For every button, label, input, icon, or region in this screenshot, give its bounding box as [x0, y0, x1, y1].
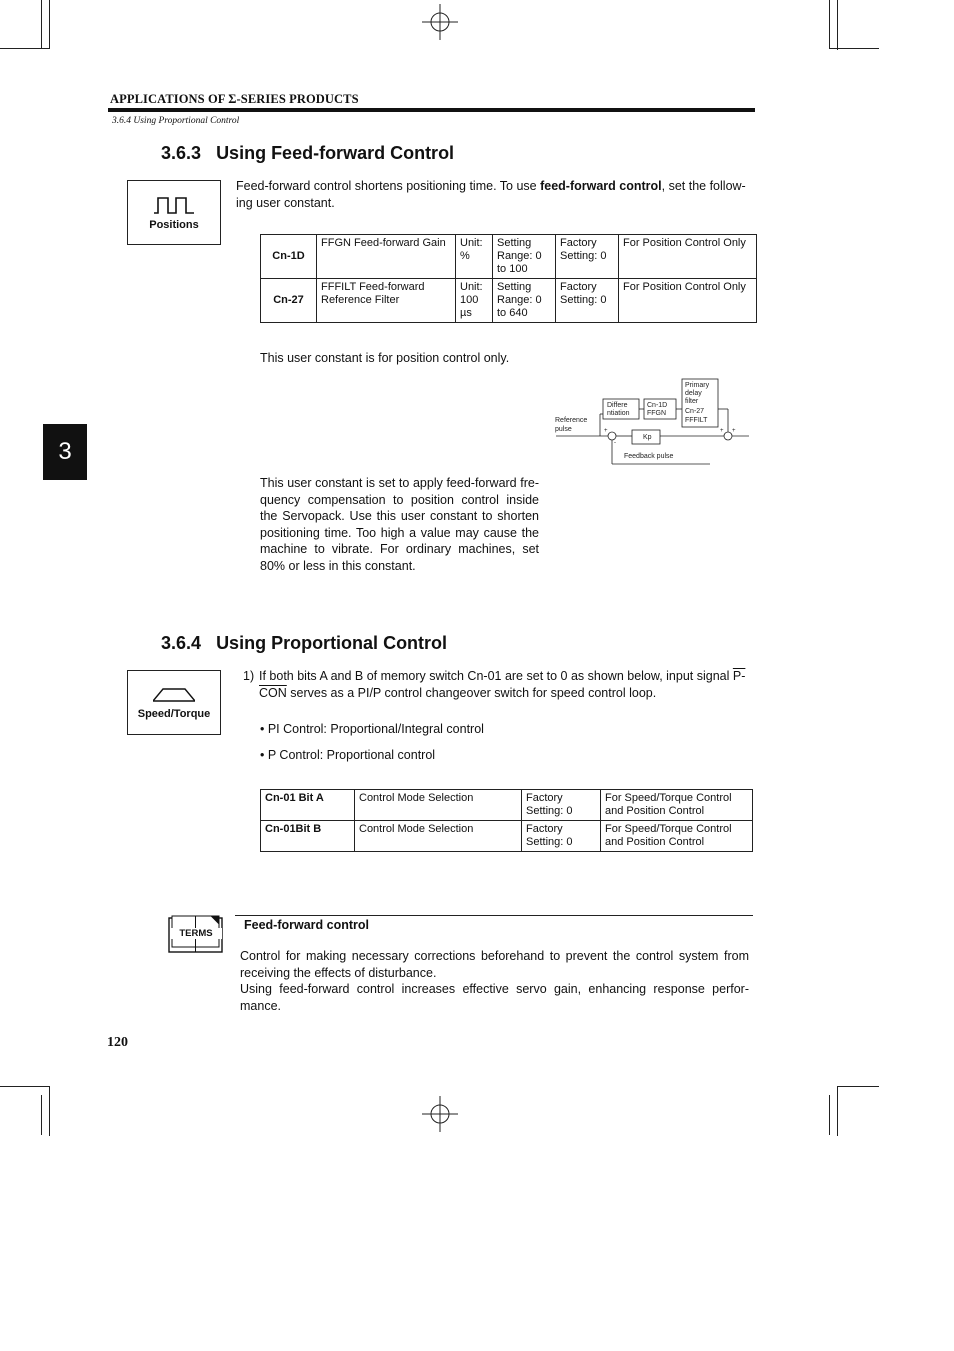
- svg-text:FFFILT: FFFILT: [685, 417, 708, 424]
- table-row: Cn-27 FFFILT Feed-forward Reference Filter Unit: 100 µs Setting Range: 0 to 640 Factory Setting: 0 For Position Control Only: [261, 279, 757, 323]
- svg-text:Primary: Primary: [685, 382, 710, 389]
- svg-text:Cn-27: Cn-27: [685, 408, 705, 415]
- terms-label: TERMS: [170, 928, 222, 939]
- svg-text:pulse: pulse: [555, 426, 572, 433]
- item-number: 1): [243, 669, 255, 683]
- pcon-paragraph: If both bits A and B of memory switch Cn-01 are set to 0 as shown below, input signal P-CON serves as a PI/P control changeover switch for speed control loop.: [259, 669, 746, 700]
- intro-paragraph: Feed-forward control shortens positioning time. To use feed-forward control, set the follow-ing user constant.: [236, 179, 746, 210]
- terms-paragraph-1: Control for making necessary corrections beforehand to prevent the control system from receiving the effects of disturbance.: [240, 949, 749, 980]
- svg-text:filter: filter: [685, 398, 699, 405]
- svg-text:+: +: [720, 428, 724, 434]
- speed-torque-icon-box: [127, 670, 221, 735]
- svg-text:Cn-1D: Cn-1D: [647, 402, 668, 409]
- feedforward-description: This user constant is set to apply feed-forward fre-quency compensation to position control inside the Servopack. Use this user constant to shorten positioning time. Too high a value may cause the machine to vibrate. For ordinary machines, set 80% or less in this constant.: [260, 476, 539, 573]
- section-title: Using Feed-forward Control: [216, 143, 455, 163]
- section-heading-363: [161, 143, 454, 164]
- chapter-tab: 3: [43, 424, 87, 480]
- svg-text:Reference: Reference: [555, 417, 588, 424]
- terms-paragraph-2: Using feed-forward control increases effective servo gain, enhancing response perfor-mance.: [240, 982, 749, 1013]
- registration-mark-top: [420, 4, 460, 44]
- positions-icon-label: Positions: [149, 219, 199, 231]
- running-header-subtitle: 3.6.4 Using Proportional Control: [112, 116, 240, 126]
- section-title: Using Proportional Control: [216, 633, 448, 653]
- control-mode-table: [260, 789, 753, 852]
- positions-icon-box: [127, 180, 221, 245]
- terms-heading: Feed-forward control: [244, 918, 370, 932]
- svg-text:Feedback pulse: Feedback pulse: [624, 453, 674, 460]
- section-number: 3.6.4: [161, 633, 202, 653]
- svg-text:ntiation: ntiation: [607, 410, 630, 417]
- table-row: Cn-01 Bit A Control Mode Selection Factory Setting: 0 For Speed/Torque Control and Position Control: [261, 790, 753, 821]
- list-item: • P Control: Proportional control: [260, 748, 436, 762]
- table-row: Cn-1D FFGN Feed-forward Gain Unit: % Setting Range: 0 to 100 Factory Setting: 0 For Position Control Only: [261, 235, 757, 279]
- speed-torque-icon-label: Speed/Torque: [137, 708, 211, 720]
- list-item: • PI Control: Proportional/Integral control: [260, 722, 484, 736]
- section-number: 3.6.3: [161, 143, 202, 163]
- intro-bold-term: feed-forward control: [540, 179, 662, 193]
- svg-text:delay: delay: [685, 390, 702, 397]
- feedforward-block-diagram: [550, 376, 755, 472]
- terms-rule: [235, 915, 753, 916]
- svg-text:-: -: [614, 440, 616, 446]
- trapezoid-icon: [153, 687, 195, 703]
- section-heading-364: [161, 633, 447, 654]
- pulse-train-icon: [154, 195, 196, 215]
- svg-text:Differe: Differe: [607, 402, 628, 409]
- svg-text:FFGN: FFGN: [647, 410, 667, 417]
- feedforward-constants-table: [260, 234, 757, 323]
- header-rule: [108, 108, 755, 112]
- table-row: Cn-01Bit B Control Mode Selection Factory Setting: 0 For Speed/Torque Control and Position Control: [261, 821, 753, 852]
- position-note: This user constant is for position control only.: [260, 351, 510, 365]
- page-number: 120: [107, 1035, 128, 1050]
- registration-mark-bottom: [420, 1096, 460, 1136]
- svg-text:Kp: Kp: [643, 434, 652, 441]
- running-header-title: APPLICATIONS OF Σ-SERIES PRODUCTS: [110, 92, 359, 106]
- svg-text:+: +: [604, 428, 608, 434]
- pcon-signal: P-CON: [259, 669, 746, 700]
- svg-text:+: +: [732, 428, 736, 434]
